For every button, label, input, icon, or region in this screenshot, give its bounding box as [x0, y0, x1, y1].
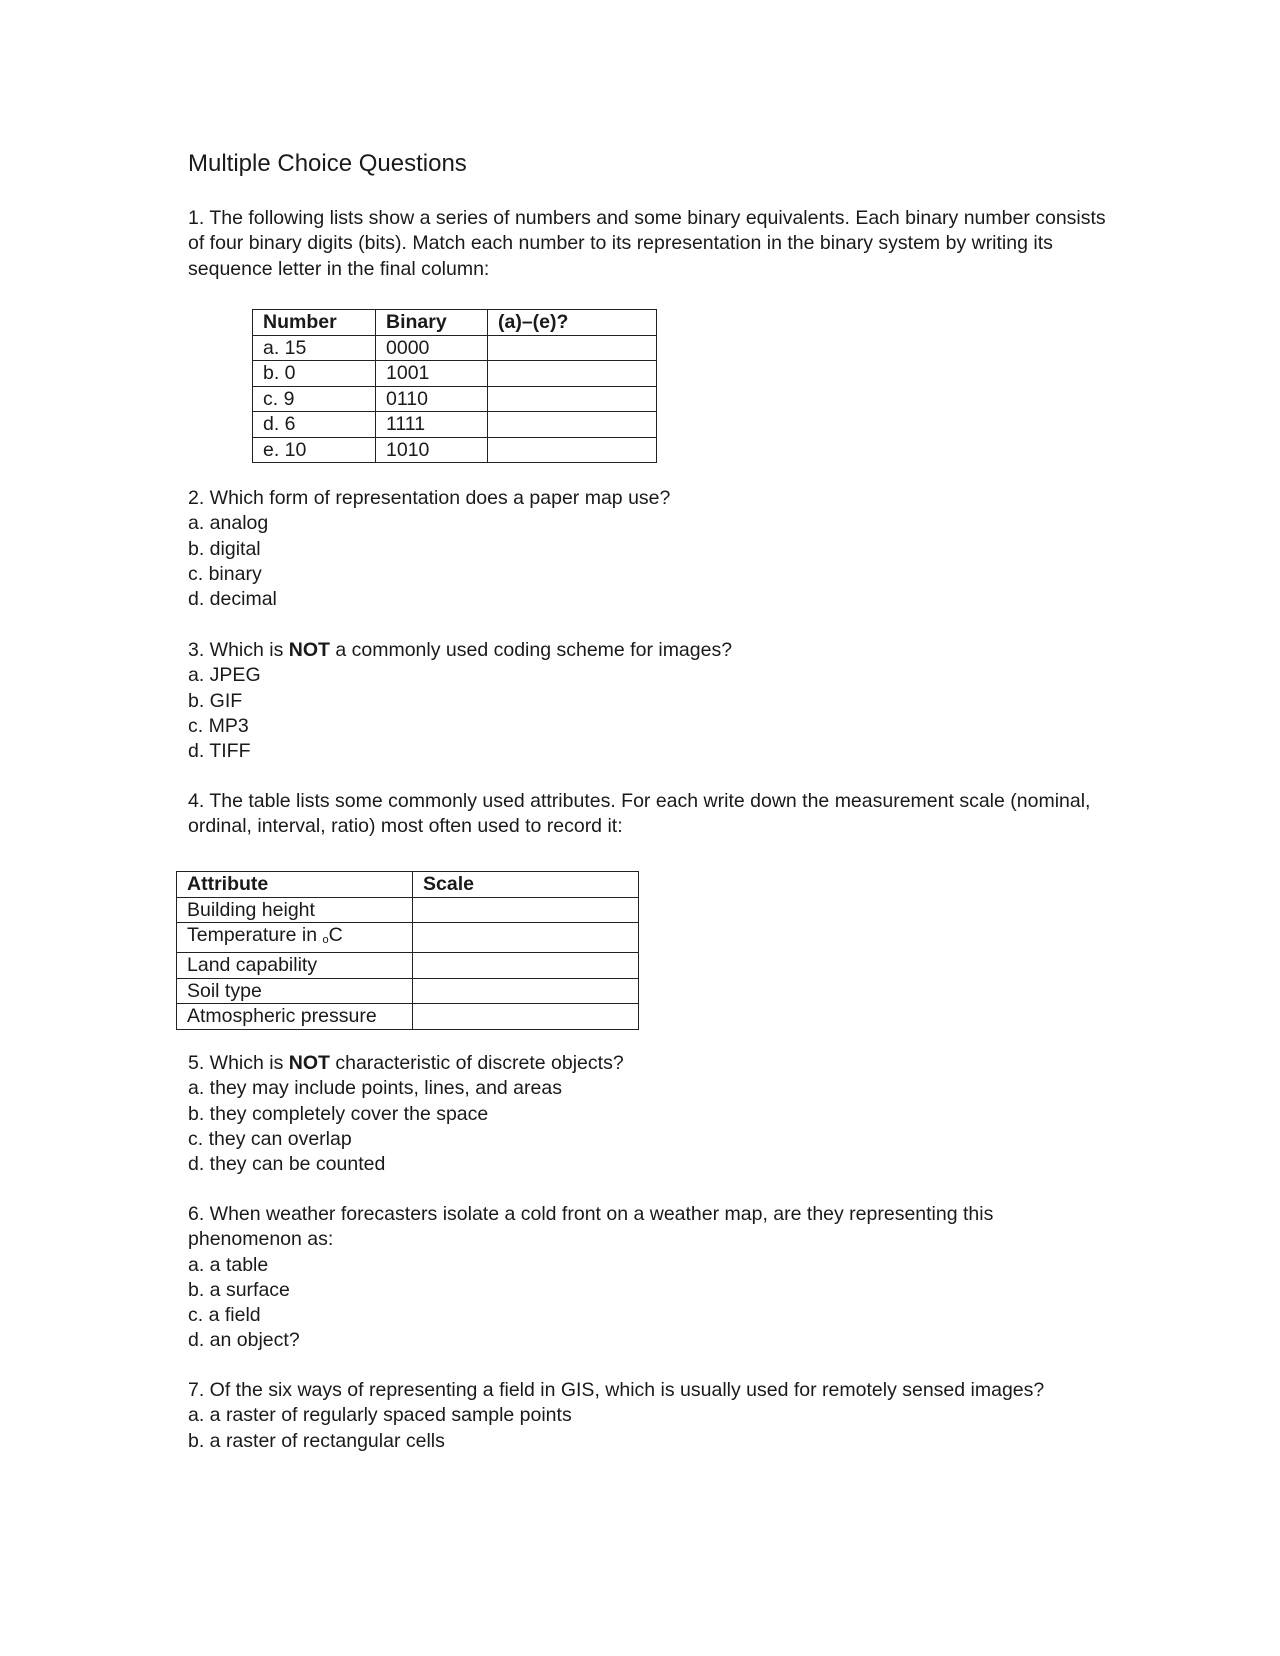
question-6-text: 6. When weather forecasters isolate a cold front on a weather map, are they representing this phenomenon as: [188, 1203, 994, 1251]
cell-binary: 1001 [376, 361, 488, 387]
page-title: Multiple Choice Questions [188, 150, 467, 177]
cell-scale[interactable] [413, 897, 639, 923]
header-answer: (a)–(e)? [488, 310, 657, 336]
question-1-text: 1. The following lists show a series of numbers and some binary equivalents. Each binary number consists of four binary digits (bits). Match each number to its representation in the binary system by writing its sequence letter in the final column: [188, 207, 1106, 280]
table-row [253, 386, 657, 412]
cell-attribute: Land capability [177, 953, 413, 979]
option-d: d. TIFF [188, 740, 251, 763]
table-row [177, 978, 639, 1004]
option-a: a. a raster of regularly spaced sample points [188, 1404, 572, 1427]
table-row [177, 923, 639, 953]
cell-scale[interactable] [413, 923, 639, 953]
option-b: b. a raster of rectangular cells [188, 1429, 445, 1452]
cell-binary: 0000 [376, 335, 488, 361]
table-row [253, 437, 657, 463]
cell-answer[interactable] [488, 335, 657, 361]
binary-match-table [252, 309, 657, 463]
cell-number: e. 10 [253, 437, 376, 463]
cell-answer[interactable] [488, 412, 657, 438]
table-row [253, 412, 657, 438]
question-4-text: 4. The table lists some commonly used attributes. For each write down the measurement scale (nominal, ordinal, interval, ratio) most often used to record it: [188, 790, 1091, 838]
option-c: c. a field [188, 1304, 261, 1327]
question-3-pre: 3. Which is [188, 639, 289, 661]
cell-scale[interactable] [413, 978, 639, 1004]
cell-binary: 1111 [376, 412, 488, 438]
cell-attribute [177, 923, 413, 953]
option-b: b. a surface [188, 1278, 290, 1301]
header-binary: Binary [376, 310, 488, 336]
table-row [177, 1004, 639, 1030]
table-row [177, 897, 639, 923]
header-attribute: Attribute [177, 872, 413, 898]
question-5-text [188, 1051, 1108, 1076]
cell-answer[interactable] [488, 386, 657, 412]
temperature-unit: C [328, 924, 343, 946]
question-3 [188, 638, 1108, 764]
question-3-emphasis: NOT [288, 639, 330, 661]
header-number: Number [253, 310, 376, 336]
cell-scale[interactable] [413, 1004, 639, 1030]
option-a: a. a table [188, 1253, 269, 1276]
cell-answer[interactable] [488, 437, 657, 463]
table-row [177, 953, 639, 979]
cell-number: d. 6 [253, 412, 376, 438]
header-scale: Scale [413, 872, 639, 898]
option-a: a. they may include points, lines, and areas [188, 1077, 562, 1100]
question-5-pre: 5. Which is [188, 1052, 289, 1074]
cell-number: b. 0 [253, 361, 376, 387]
question-3-text [188, 638, 1108, 663]
table-row [253, 335, 657, 361]
option-c: c. binary [188, 562, 262, 585]
option-a: a. analog [188, 512, 269, 535]
cell-attribute: Soil type [177, 978, 413, 1004]
question-7-text: 7. Of the six ways of representing a field in GIS, which is usually used for remotely sensed images? [188, 1379, 1045, 1401]
option-d: d. they can be counted [188, 1153, 386, 1176]
cell-scale[interactable] [413, 953, 639, 979]
cell-attribute: Atmospheric pressure [177, 1004, 413, 1030]
cell-number: c. 9 [253, 386, 376, 412]
question-5-post: characteristic of discrete objects? [329, 1052, 624, 1074]
option-a: a. JPEG [188, 664, 261, 687]
question-6 [188, 1202, 1108, 1354]
question-5 [188, 1051, 1108, 1177]
option-b: b. they completely cover the space [188, 1102, 489, 1125]
temperature-label: Temperature in [187, 924, 323, 946]
question-4 [188, 789, 1108, 840]
cell-answer[interactable] [488, 361, 657, 387]
table-row [253, 361, 657, 387]
cell-number: a. 15 [253, 335, 376, 361]
question-1 [188, 206, 1108, 282]
option-b: b. digital [188, 537, 261, 560]
option-d: d. an object? [188, 1329, 300, 1352]
table-header-row [253, 310, 657, 336]
cell-attribute: Building height [177, 897, 413, 923]
attribute-scale-table [176, 871, 639, 1030]
option-c: c. they can overlap [188, 1127, 352, 1150]
option-b: b. GIF [188, 689, 243, 712]
option-d: d. decimal [188, 588, 277, 611]
degree-symbol: o [322, 934, 329, 946]
question-2 [188, 486, 1108, 612]
question-5-emphasis: NOT [288, 1052, 330, 1074]
cell-binary: 0110 [376, 386, 488, 412]
question-3-post: a commonly used coding scheme for images? [329, 639, 733, 661]
cell-binary: 1010 [376, 437, 488, 463]
option-c: c. MP3 [188, 714, 249, 737]
table-header-row [177, 872, 639, 898]
question-2-text: 2. Which form of representation does a paper map use? [188, 487, 671, 509]
question-7 [188, 1378, 1108, 1454]
